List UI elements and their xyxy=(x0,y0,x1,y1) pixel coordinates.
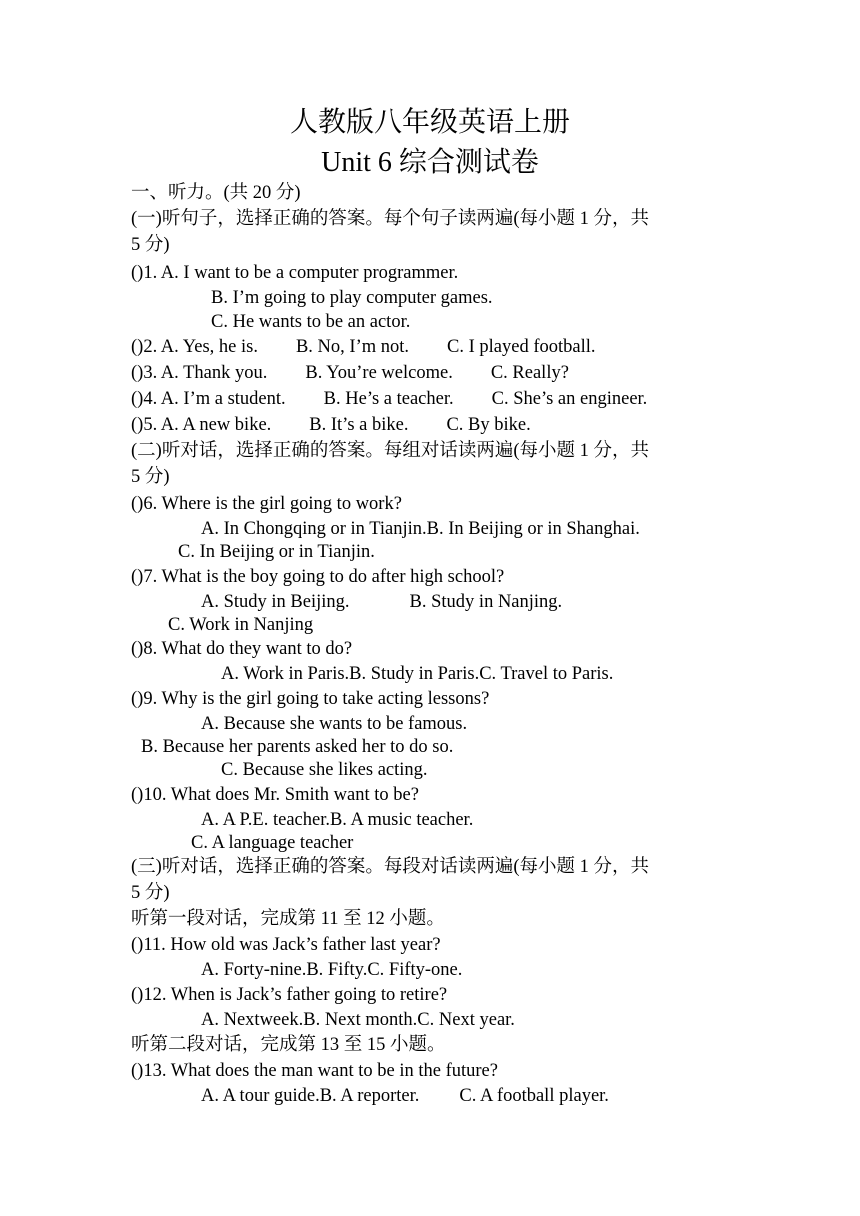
part3-instruction-cont: 5 分) xyxy=(131,883,170,903)
section-heading: 一、听力。(共 20 分) xyxy=(131,183,301,203)
question-13-options xyxy=(201,1084,609,1108)
option-a: 5. A. A new bike. xyxy=(143,415,272,435)
answer-bracket: () xyxy=(131,567,144,587)
question-3 xyxy=(131,361,569,385)
option-c: C. By bike. xyxy=(446,415,531,435)
option-c: C. Really? xyxy=(490,363,569,383)
question-1 xyxy=(131,261,458,285)
question-7-options-ab xyxy=(201,590,562,614)
answer-bracket: () xyxy=(131,389,144,409)
question-9-option-b: B. Because her parents asked her to do so. xyxy=(141,737,454,757)
answer-bracket: () xyxy=(131,337,144,357)
question-text: 8. What do they want to do? xyxy=(143,639,353,659)
answer-bracket: () xyxy=(131,415,144,435)
question-10-options-ab: A. A P.E. teacher.B. A music teacher. xyxy=(201,810,474,830)
option-c: C. I played football. xyxy=(447,337,596,357)
part2-instruction: (二)听对话，选择正确的答案。每组对话读两遍(每小题 1 分，共 xyxy=(131,441,649,461)
option-a: 4. A. I’m a student. xyxy=(143,389,286,409)
question-text: 10. What does Mr. Smith want to be? xyxy=(143,785,419,805)
question-10-option-c: C. A language teacher xyxy=(191,833,354,853)
page-subtitle: Unit 6 综合测试卷 xyxy=(321,147,539,178)
question-text: 6. Where is the girl going to work? xyxy=(143,494,402,514)
question-2 xyxy=(131,335,596,359)
question-8 xyxy=(131,637,352,661)
question-text: 7. What is the boy going to do after high school? xyxy=(143,567,505,587)
question-text: 11. How old was Jack’s father last year? xyxy=(143,935,441,955)
option-b: B. It’s a bike. xyxy=(309,415,409,435)
answer-bracket: () xyxy=(131,985,144,1005)
answer-bracket: () xyxy=(131,1061,144,1081)
answer-bracket: () xyxy=(131,263,144,283)
option-b: B. Study in Nanjing. xyxy=(409,592,563,612)
option-a: 1. A. I want to be a computer programmer. xyxy=(143,263,459,283)
question-9 xyxy=(131,687,489,711)
answer-bracket: () xyxy=(131,935,144,955)
dialog-2-intro: 听第二段对话，完成第 13 至 15 小题。 xyxy=(131,1035,446,1055)
answer-bracket: () xyxy=(131,494,144,514)
question-4 xyxy=(131,387,647,411)
page-title: 人教版八年级英语上册 xyxy=(289,107,570,138)
question-12 xyxy=(131,983,447,1007)
question-9-option-c: C. Because she likes acting. xyxy=(221,760,428,780)
question-1-option-b: B. I’m going to play computer games. xyxy=(211,288,493,308)
answer-bracket: () xyxy=(131,639,144,659)
question-11-options: A. Forty-nine.B. Fifty.C. Fifty-one. xyxy=(201,960,463,980)
part1-instruction-cont: 5 分) xyxy=(131,235,170,255)
question-8-options: A. Work in Paris.B. Study in Paris.C. Travel to Paris. xyxy=(221,664,614,684)
question-11 xyxy=(131,933,441,957)
answer-bracket: () xyxy=(131,689,144,709)
option-b: B. He’s a teacher. xyxy=(323,389,454,409)
option-a: A. Study in Beijing. xyxy=(201,592,350,612)
answer-bracket: () xyxy=(131,785,144,805)
option-b: B. You’re welcome. xyxy=(305,363,453,383)
option-c: C. A football player. xyxy=(459,1086,609,1106)
option-a: 2. A. Yes, he is. xyxy=(143,337,258,357)
question-6-options-ab: A. In Chongqing or in Tianjin.B. In Beijing or in Shanghai. xyxy=(201,519,640,539)
question-text: 13. What does the man want to be in the future? xyxy=(143,1061,498,1081)
question-5 xyxy=(131,413,531,437)
question-10 xyxy=(131,783,419,807)
question-7 xyxy=(131,565,504,589)
option-a: 3. A. Thank you. xyxy=(143,363,268,383)
question-6 xyxy=(131,492,402,516)
option-b: B. No, I’m not. xyxy=(295,337,410,357)
question-7-option-c: C. Work in Nanjing xyxy=(168,615,314,635)
dialog-1-intro: 听第一段对话，完成第 11 至 12 小题。 xyxy=(131,909,445,929)
question-1-option-c: C. He wants to be an actor. xyxy=(211,312,411,332)
question-6-option-c: C. In Beijing or in Tianjin. xyxy=(178,542,375,562)
options-ab: A. A tour guide.B. A reporter. xyxy=(201,1086,420,1106)
part2-instruction-cont: 5 分) xyxy=(131,467,170,487)
question-text: 9. Why is the girl going to take acting lessons? xyxy=(143,689,490,709)
answer-bracket: () xyxy=(131,363,144,383)
question-text: 12. When is Jack’s father going to retire? xyxy=(143,985,448,1005)
option-c: C. She’s an engineer. xyxy=(491,389,648,409)
part1-instruction: (一)听句子，选择正确的答案。每个句子读两遍(每小题 1 分，共 xyxy=(131,209,649,229)
question-13 xyxy=(131,1059,498,1083)
question-9-option-a: A. Because she wants to be famous. xyxy=(201,714,468,734)
question-12-options: A. Nextweek.B. Next month.C. Next year. xyxy=(201,1010,515,1030)
part3-instruction: (三)听对话，选择正确的答案。每段对话读两遍(每小题 1 分，共 xyxy=(131,857,649,877)
